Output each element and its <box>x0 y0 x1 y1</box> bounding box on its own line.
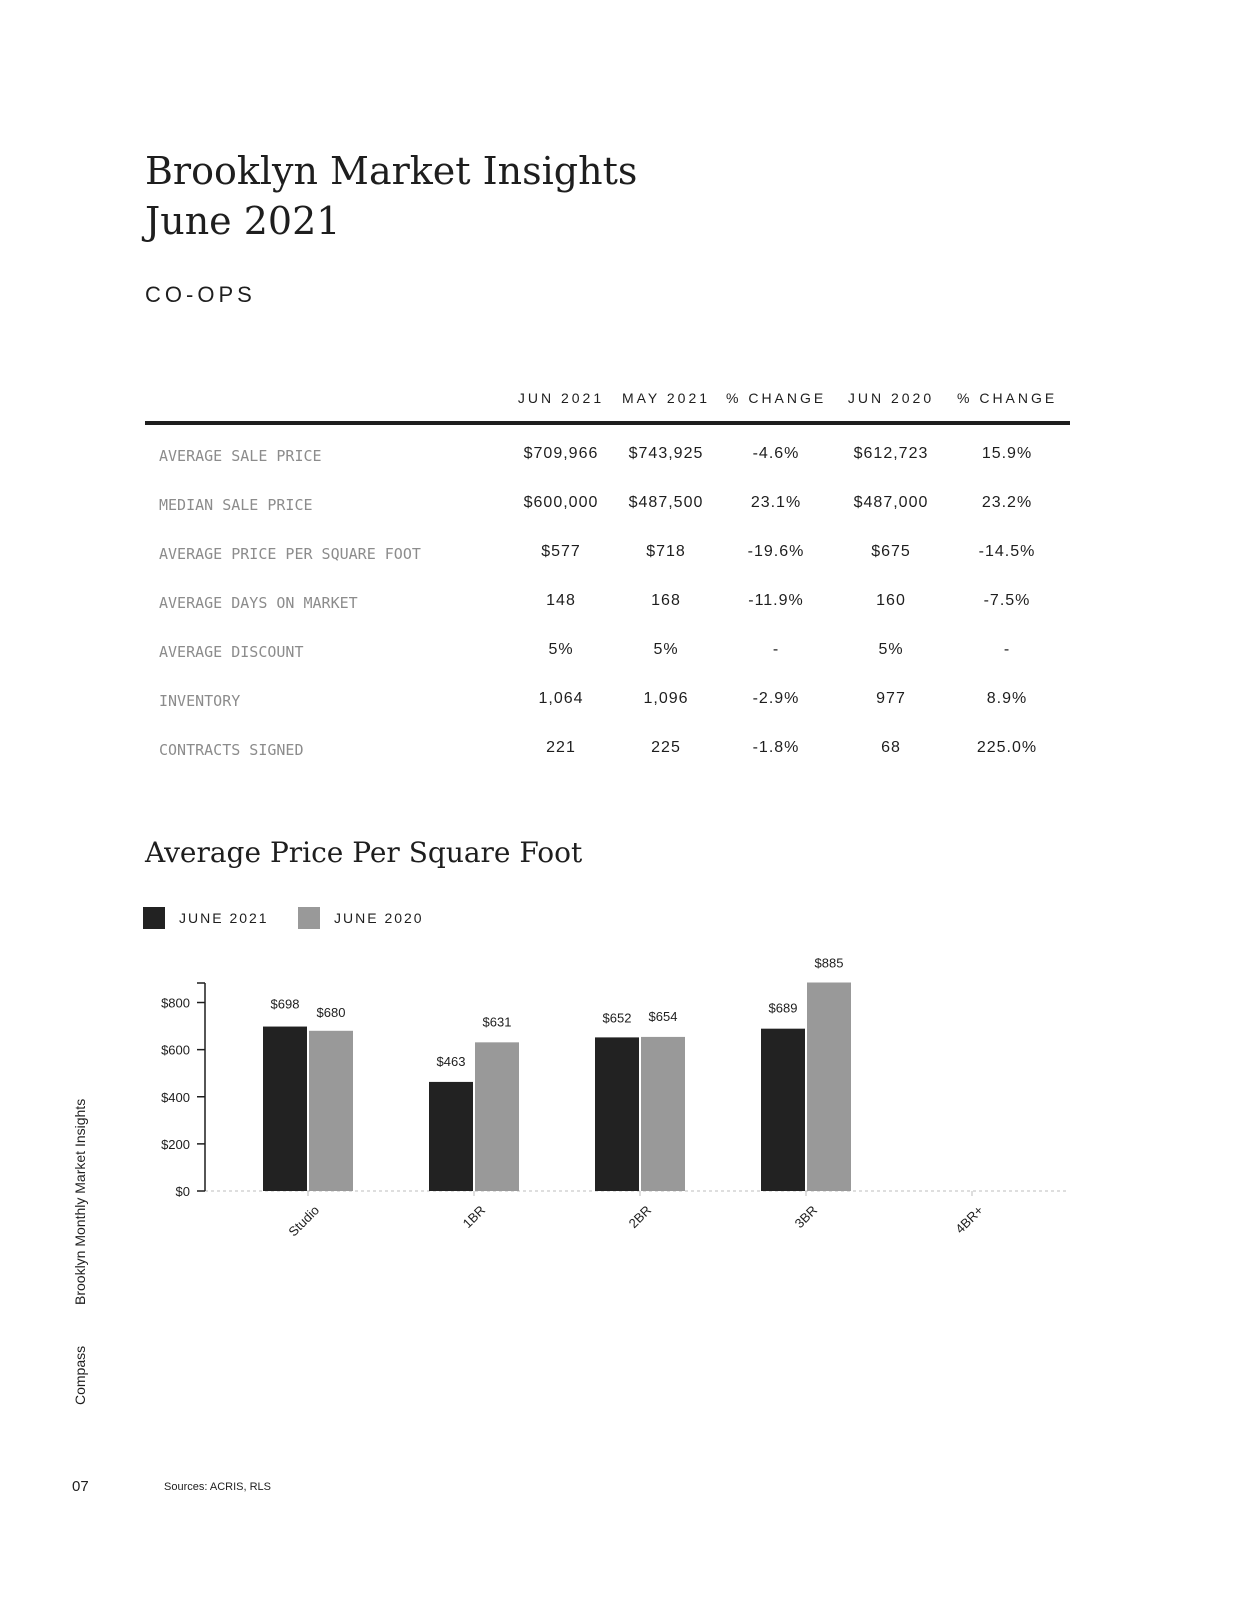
side-text-brand: Compass <box>72 1345 88 1405</box>
sources-note: Sources: ACRIS, RLS <box>164 1481 271 1493</box>
table-cell: $577 <box>541 543 581 560</box>
stats-table <box>145 380 1070 768</box>
price-per-sqft-chart <box>0 940 1236 1260</box>
y-tick-label: $600 <box>161 1042 190 1058</box>
data-label: $463 <box>436 1053 466 1069</box>
column-header: JUN 2021 <box>517 390 605 406</box>
table-cell: -1.8% <box>752 739 800 756</box>
x-tick-label: 2BR <box>625 1202 655 1232</box>
row-label: MEDIAN SALE PRICE <box>159 496 313 514</box>
table-cell: 15.9% <box>981 445 1033 462</box>
section-heading: CO-OPS <box>145 282 256 307</box>
table-cell: -7.5% <box>983 592 1031 609</box>
table-row <box>145 572 1070 621</box>
chart-title: Average Price Per Square Foot <box>145 836 583 869</box>
table-header <box>145 380 1070 425</box>
data-label: $885 <box>814 955 844 971</box>
row-label: CONTRACTS SIGNED <box>159 741 304 759</box>
bar-june-2021 <box>761 1029 805 1191</box>
table-cell: 160 <box>876 592 906 609</box>
table-cell: -2.9% <box>752 690 800 707</box>
title-line-2: June 2021 <box>145 199 341 243</box>
x-tick-label: 4BR+ <box>952 1202 987 1237</box>
legend-item-june-2020 <box>298 906 424 930</box>
table-cell: $487,500 <box>628 494 704 511</box>
table-row <box>145 719 1070 768</box>
table-cell: 221 <box>546 739 576 756</box>
table-cell: $600,000 <box>523 494 599 511</box>
bar-june-2020 <box>475 1042 519 1191</box>
row-label: AVERAGE DISCOUNT <box>159 643 304 661</box>
data-label: $654 <box>648 1008 678 1024</box>
table-cell: $718 <box>646 543 686 560</box>
bar-june-2021 <box>263 1027 307 1191</box>
bar-june-2021 <box>429 1082 473 1191</box>
table-cell: 977 <box>876 690 906 707</box>
table-cell: -19.6% <box>747 543 805 560</box>
data-label: $689 <box>768 1000 798 1016</box>
table-cell: 68 <box>881 739 901 756</box>
table-cell: 5% <box>653 641 679 658</box>
column-header: JUN 2020 <box>847 390 935 406</box>
table-cell: -4.6% <box>752 445 800 462</box>
legend-swatch <box>298 907 320 929</box>
table-row <box>145 670 1070 719</box>
x-tick-label: Studio <box>285 1202 323 1240</box>
x-tick-label: 1BR <box>459 1202 489 1232</box>
table-cell: - <box>772 641 780 658</box>
table-cell: 225.0% <box>976 739 1038 756</box>
y-tick-label: $0 <box>175 1184 190 1199</box>
row-label: INVENTORY <box>159 692 241 710</box>
table-row <box>145 425 1070 474</box>
table-cell: 23.1% <box>750 494 802 511</box>
column-header: % CHANGE <box>957 390 1058 406</box>
table-cell: 23.2% <box>981 494 1033 511</box>
side-text-report: Brooklyn Monthly Market Insights <box>72 1098 88 1305</box>
row-label: AVERAGE PRICE PER SQUARE FOOT <box>159 545 421 563</box>
table-cell: 225 <box>651 739 681 756</box>
row-label: AVERAGE SALE PRICE <box>159 447 322 465</box>
table-cell: 148 <box>546 592 576 609</box>
data-label: $698 <box>270 996 300 1012</box>
table-body <box>145 425 1070 768</box>
title-line-1: Brooklyn Market Insights <box>145 149 638 193</box>
table-cell: -14.5% <box>978 543 1036 560</box>
column-header: MAY 2021 <box>621 390 711 406</box>
bar-june-2020 <box>807 982 851 1191</box>
table-cell: 5% <box>878 641 904 658</box>
page-title <box>145 146 637 246</box>
table-cell: $612,723 <box>853 445 929 462</box>
page-number: 07 <box>72 1478 89 1495</box>
data-label: $631 <box>482 1014 512 1030</box>
bar-june-2020 <box>641 1037 685 1191</box>
table-cell: -11.9% <box>748 592 804 609</box>
table-row <box>145 621 1070 670</box>
data-label: $680 <box>316 1004 346 1020</box>
legend-label: JUNE 2021 <box>179 910 269 926</box>
column-header: % CHANGE <box>726 390 827 406</box>
bar-june-2020 <box>309 1031 353 1191</box>
legend-item-june-2021 <box>143 906 269 930</box>
table-cell: $743,925 <box>628 445 704 462</box>
table-row <box>145 523 1070 572</box>
data-label: $652 <box>602 1010 632 1026</box>
x-tick-label: 3BR <box>791 1202 821 1232</box>
table-cell: 5% <box>548 641 574 658</box>
table-cell: $675 <box>871 543 911 560</box>
table-cell: 8.9% <box>986 690 1028 707</box>
bar-june-2021 <box>595 1037 639 1191</box>
y-tick-label: $800 <box>161 995 190 1011</box>
table-cell: 1,096 <box>643 690 689 707</box>
table-cell: 1,064 <box>538 690 584 707</box>
table-cell: $709,966 <box>523 445 599 462</box>
y-tick-label: $200 <box>161 1136 190 1152</box>
table-row <box>145 474 1070 523</box>
legend-swatch <box>143 907 165 929</box>
table-cell: 168 <box>651 592 681 609</box>
y-tick-label: $400 <box>161 1089 190 1105</box>
table-cell: $487,000 <box>853 494 929 511</box>
row-label: AVERAGE DAYS ON MARKET <box>159 594 358 612</box>
legend-label: JUNE 2020 <box>334 910 424 926</box>
table-cell: - <box>1003 641 1011 658</box>
